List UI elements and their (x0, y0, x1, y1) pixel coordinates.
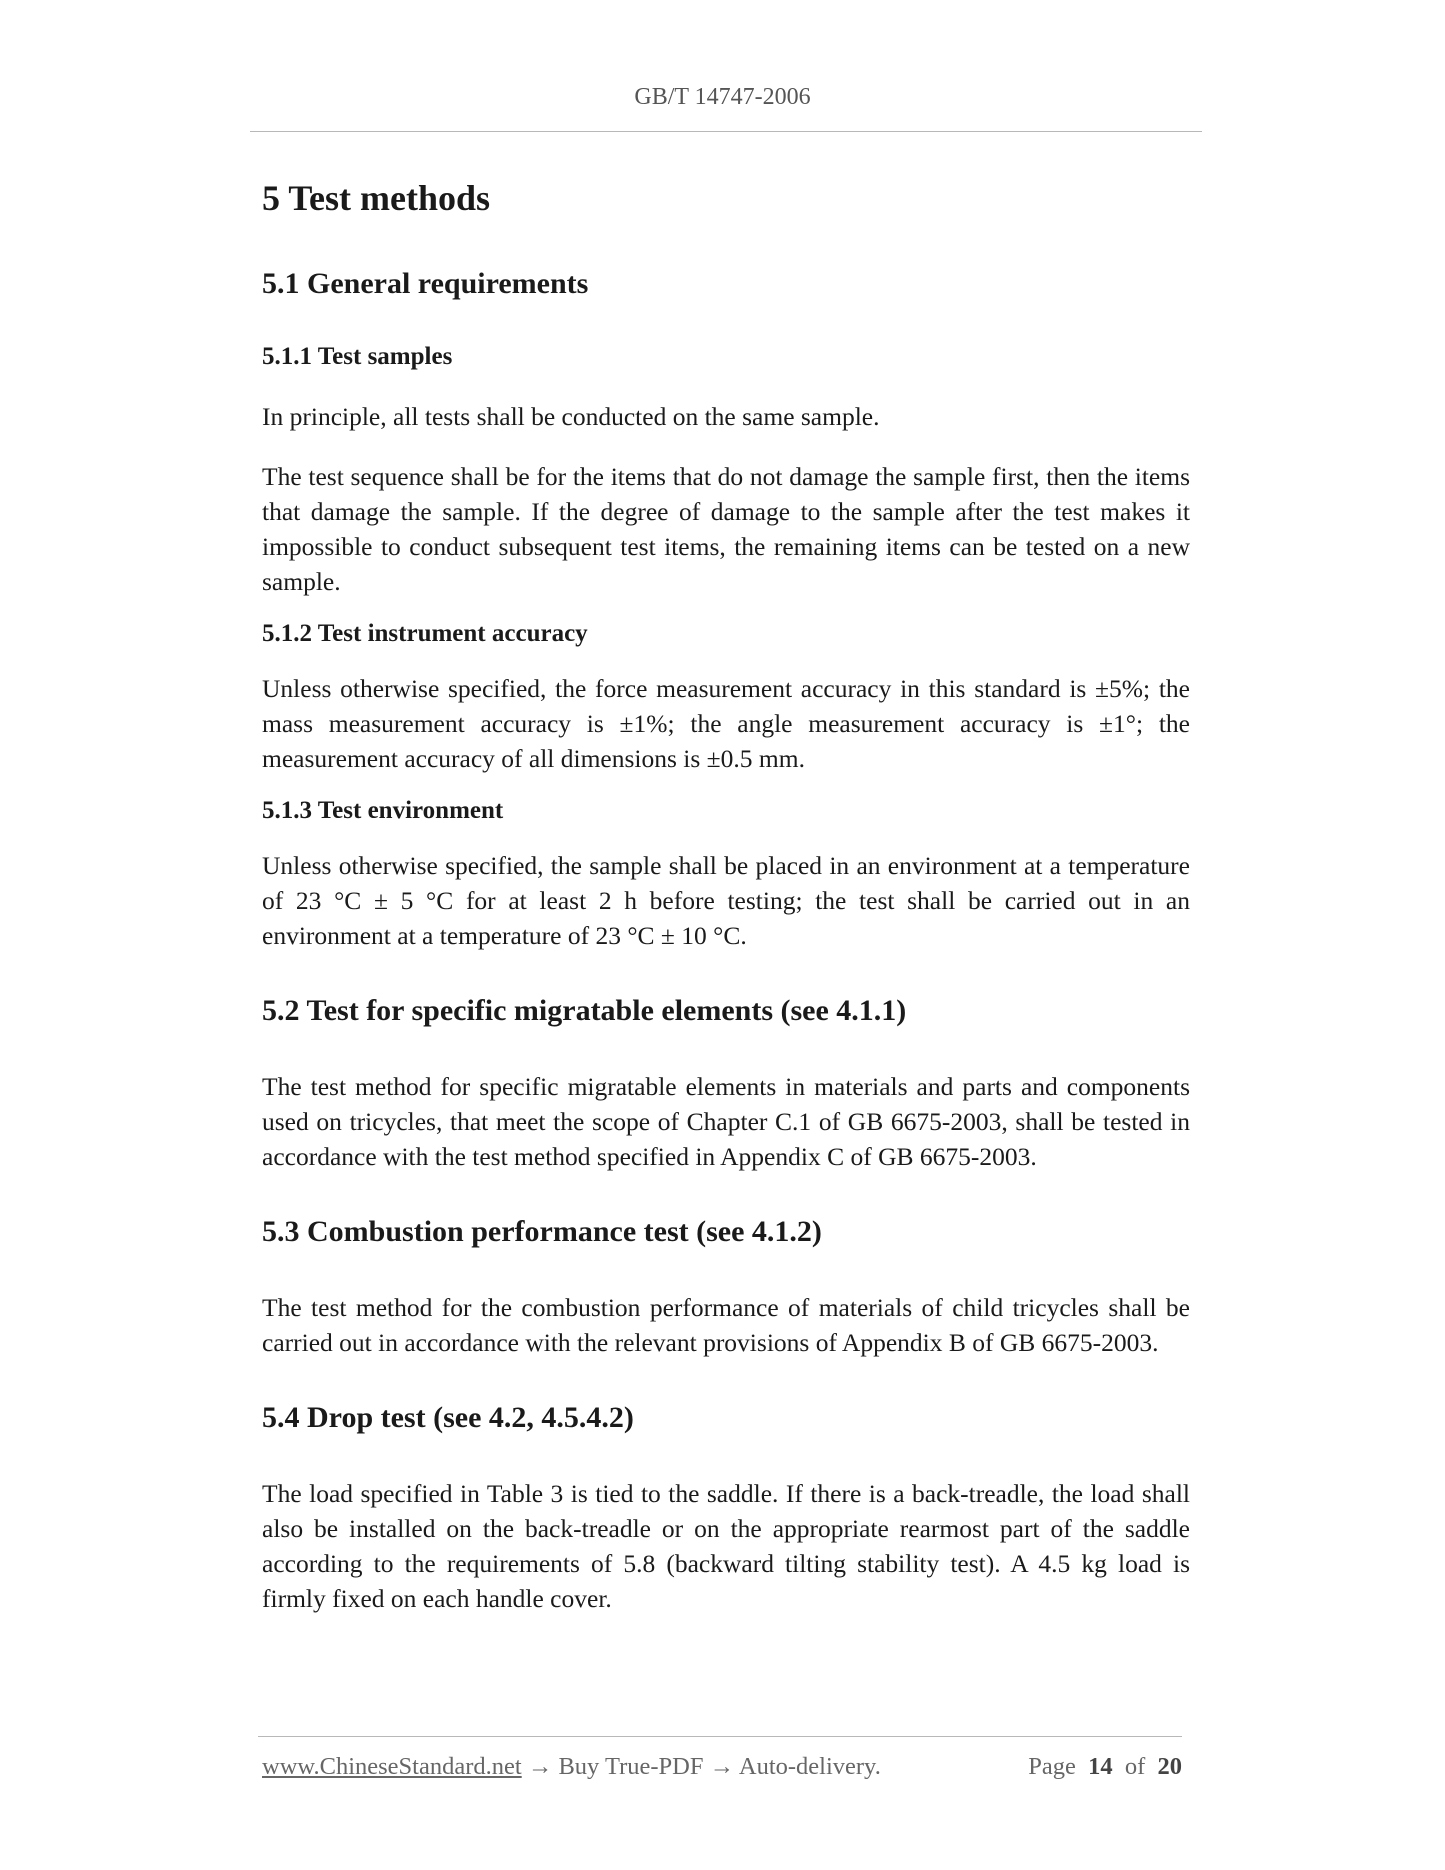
section-5-1-heading: 5.1 General requirements (262, 267, 589, 300)
paragraph-5-1-1-a: In principle, all tests shall be conducted on the same sample. (262, 402, 880, 431)
page-of-label: of (1124, 1753, 1146, 1780)
paragraph-5-1-1-b: The test sequence shall be for the items that do not damage the sample first, then the items that damage the sample. If the degree of damage to the sample after the test makes it impossible to conduct subsequent test items, the remaining items can be tested on a new sample. (262, 462, 1190, 596)
section-5-2-heading: 5.2 Test for specific migratable elements (see 4.1.1) (262, 994, 907, 1027)
section-5-1-3-heading: 5.1.3 Test environment (262, 797, 504, 824)
section-5-3-heading: 5.3 Combustion performance test (see 4.1.2) (262, 1215, 822, 1248)
arrow-right-icon: → (709, 1753, 735, 1780)
chinesestandard-link[interactable]: www.ChineseStandard.net (262, 1753, 522, 1780)
section-5-4-heading: 5.4 Drop test (see 4.2, 4.5.4.2) (262, 1401, 634, 1434)
header-doc-id: GB/T 14747-2006 (634, 84, 811, 110)
paragraph-5-1-2: Unless otherwise specified, the force measurement accuracy in this standard is ±5%; the mass measurement accuracy is ±1%; the angle measurement accuracy is ±1°; the measurement accuracy of all dimensions is ±0.5 mm. (262, 674, 1190, 773)
section-5-1-2-heading: 5.1.2 Test instrument accuracy (262, 620, 588, 647)
paragraph-5-3: The test method for the combustion performance of materials of child tricycles shall be carried out in accordance with the relevant provisions of Appendix B of GB 6675-2003. (262, 1293, 1190, 1357)
page-current: 14 (1088, 1753, 1113, 1780)
page-footer (262, 1753, 1182, 1787)
page-content (262, 170, 1190, 1616)
paragraph-5-4: The load specified in Table 3 is tied to the saddle. If there is a back-treadle, the load shall also be installed on the back-treadle or on the appropriate rearmost part of the saddle according to the requirements of 5.8 (backward tilting stability test). A 4.5 kg load is firmly fixed on each handle cover. (262, 1479, 1190, 1613)
section-5-heading: 5 Test methods (262, 178, 491, 218)
buy-true-pdf-text: Buy True-PDF (558, 1753, 704, 1780)
arrow-right-icon: → (527, 1753, 553, 1780)
section-5-1-1-heading: 5.1.1 Test samples (262, 343, 453, 370)
header-divider (250, 131, 1202, 132)
page-total: 20 (1157, 1753, 1182, 1780)
paragraph-5-2: The test method for specific migratable elements in materials and parts and components used on tricycles, that meet the scope of Chapter C.1 of GB 6675-2003, shall be tested in accordance with the test method specified in Appendix C of GB 6675-2003. (262, 1072, 1190, 1171)
paragraph-5-1-3: Unless otherwise specified, the sample shall be placed in an environment at a temperature of 23 °C ± 5 °C for at least 2 h before testing; the test shall be carried out in an environment at a temperature of 23 °C ± 10 °C. (262, 851, 1190, 950)
footer-divider (258, 1736, 1182, 1737)
footer-links (262, 1753, 881, 1781)
page-number (1028, 1753, 1182, 1781)
page-label: Page (1028, 1753, 1076, 1780)
auto-delivery-text: Auto-delivery. (738, 1753, 881, 1780)
